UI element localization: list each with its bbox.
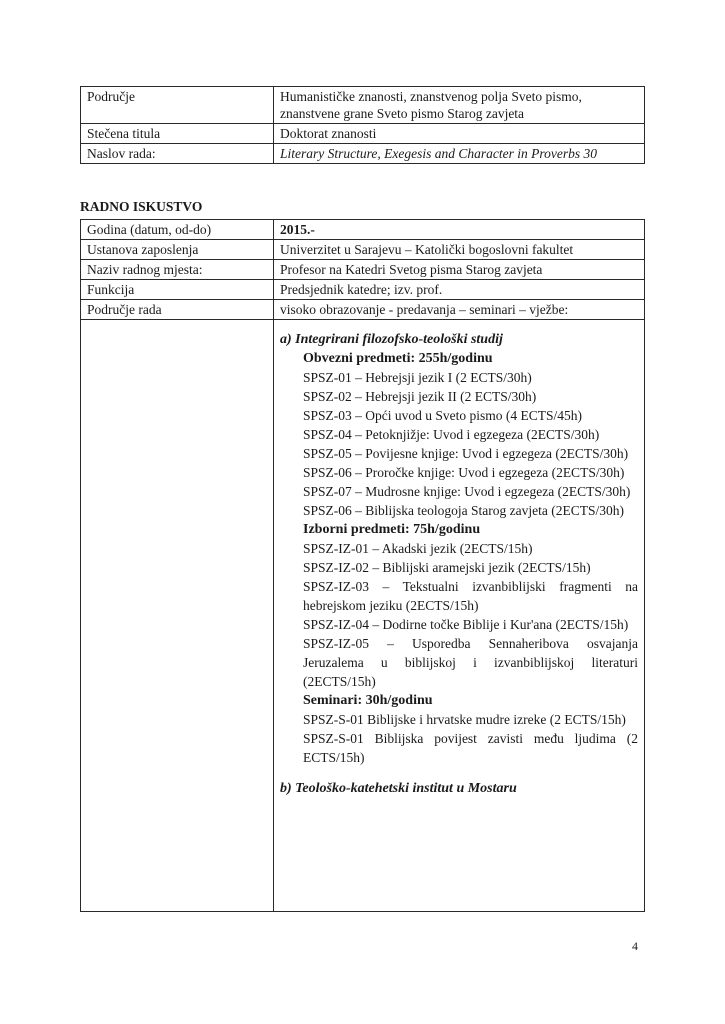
row-value: Univerzitet u Sarajevu – Katolički bogoslovni fakultet	[274, 240, 645, 260]
course-item: SPSZ-S-01 Biblijska povijest zavisti među ljudima (2 ECTS/15h)	[303, 731, 638, 765]
program-b-title: b) Teološko-katehetski institut u Mostaru	[280, 781, 517, 796]
row-label: Naziv radnog mjesta:	[81, 260, 274, 280]
row-label: Godina (datum, od-do)	[81, 220, 274, 240]
course-item: SPSZ-07 – Mudrosne knjige: Uvod i egzegeza (2ECTS/30h)	[303, 484, 631, 499]
row-label: Stečena titula	[81, 124, 274, 144]
course-item: SPSZ-03 – Opći uvod u Sveto pismo (4 ECTS/45h)	[303, 408, 583, 423]
row-value: 2015.-	[274, 220, 645, 240]
row-value: Doktorat znanosti	[274, 124, 645, 144]
row-label: Ustanova zaposlenja	[81, 240, 274, 260]
work-experience-heading: RADNO ISKUSTVO	[80, 199, 203, 214]
course-item: SPSZ-IZ-02 – Biblijski aramejski jezik (2ECTS/15h)	[303, 560, 591, 575]
row-value: Predsjednik katedre; izv. prof.	[274, 280, 645, 300]
row-label: Područje rada	[81, 300, 274, 320]
course-item: SPSZ-01 – Hebrejsji jezik I (2 ECTS/30h)	[303, 370, 532, 385]
row-label: Funkcija	[81, 280, 274, 300]
course-item: SPSZ-06 – Proročke knjige: Uvod i egzegeza (2ECTS/30h)	[303, 465, 625, 480]
table-row	[81, 260, 645, 280]
course-item: SPSZ-06 – Biblijska teologoja Starog zavjeta (2ECTS/30h)	[303, 503, 624, 518]
row-label: Naslov rada:	[81, 144, 274, 164]
table-row	[81, 124, 645, 144]
course-item: SPSZ-S-01 Biblijske i hrvatske mudre izreke (2 ECTS/15h)	[303, 712, 626, 727]
table-row	[81, 87, 645, 124]
program-a-title: a) Integrirani filozofsko-teološki studij	[280, 332, 503, 347]
row-label: Područje	[81, 87, 274, 124]
page-number: 4	[632, 939, 638, 953]
course-group-heading: Obvezni predmeti: 255h/godinu	[303, 351, 493, 366]
detail-row	[81, 320, 645, 912]
row-value: Humanističke znanosti, znanstvenog polja Sveto pismo, znanstvene grane Sveto pismo Starog zavjeta	[274, 87, 645, 124]
course-group-heading: Seminari: 30h/godinu	[303, 693, 433, 708]
table-row	[81, 240, 645, 260]
table-row	[81, 144, 645, 164]
detail-label-cell	[81, 320, 274, 912]
row-value: visoko obrazovanje - predavanja – seminari – vježbe:	[274, 300, 645, 320]
course-item: SPSZ-04 – Petoknjižje: Uvod i egzegeza (2ECTS/30h)	[303, 427, 600, 442]
course-item: SPSZ-02 – Hebrejsji jezik II (2 ECTS/30h)	[303, 389, 537, 404]
course-list-cell	[274, 320, 645, 912]
course-group-heading: Izborni predmeti: 75h/godinu	[303, 522, 481, 537]
row-value: Profesor na Katedri Svetog pisma Starog zavjeta	[274, 260, 645, 280]
work-experience-table	[80, 219, 645, 912]
course-item: SPSZ-IZ-04 – Dodirne točke Biblije i Kur'ana (2ECTS/15h)	[303, 617, 629, 632]
table-row	[81, 220, 645, 240]
course-item: SPSZ-05 – Povijesne knjige: Uvod i egzegeza (2ECTS/30h)	[303, 446, 629, 461]
row-value: Literary Structure, Exegesis and Character in Proverbs 30	[274, 144, 645, 164]
table-row	[81, 300, 645, 320]
table-row	[81, 280, 645, 300]
education-table	[80, 86, 645, 164]
course-item: SPSZ-IZ-03 – Tekstualni izvanbiblijski fragmenti na hebrejskom jeziku (2ECTS/15h)	[303, 579, 638, 613]
course-item: SPSZ-IZ-01 – Akadski jezik (2ECTS/15h)	[303, 541, 533, 556]
course-item: SPSZ-IZ-05 – Usporedba Sennaheribova osvajanja Jeruzalema u biblijskoj i izvanbiblijskoj literaturi (2ECTS/15h)	[303, 636, 638, 689]
